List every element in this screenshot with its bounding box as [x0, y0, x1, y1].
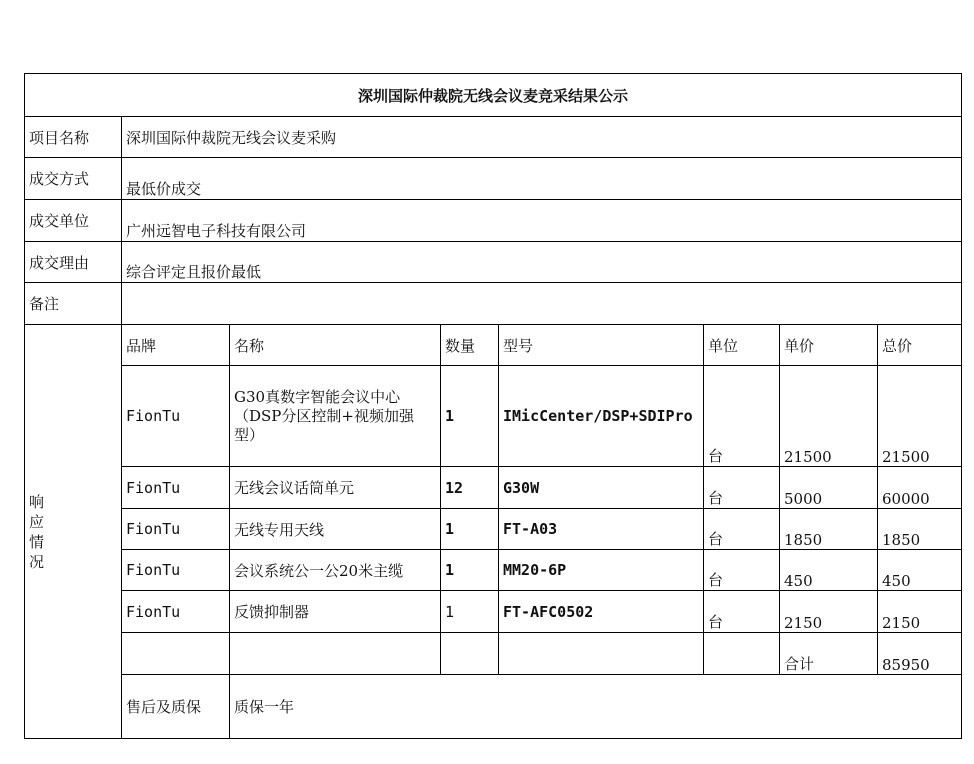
- info-row: [25, 200, 962, 242]
- info-row: [25, 283, 962, 325]
- item-model: G30W: [499, 467, 704, 509]
- sum-label: 合计: [780, 633, 878, 675]
- item-total-price: 21500: [878, 366, 962, 467]
- item-total-price: 450: [878, 550, 962, 591]
- item-unit-price: 1850: [780, 509, 878, 550]
- table-row: [25, 509, 962, 550]
- item-qty: 1: [441, 509, 499, 550]
- sum-value: 85950: [878, 633, 962, 675]
- item-total-price: 2150: [878, 591, 962, 633]
- empty-cell: [441, 633, 499, 675]
- item-brand: FionTu: [122, 550, 230, 591]
- response-char: 情: [29, 532, 45, 551]
- info-row: [25, 242, 962, 283]
- item-unit: 台: [704, 509, 780, 550]
- response-char: 应: [29, 512, 45, 531]
- info-row: [25, 158, 962, 200]
- item-name: 反馈抑制器: [230, 591, 441, 633]
- table-row: [25, 591, 962, 633]
- warranty-row: [25, 675, 962, 739]
- item-model: FT-A03: [499, 509, 704, 550]
- table-row: [25, 550, 962, 591]
- empty-cell: [704, 633, 780, 675]
- table-row: [25, 366, 962, 467]
- info-value: 广州远智电子科技有限公司: [122, 200, 962, 242]
- info-label: 成交方式: [25, 158, 122, 200]
- empty-cell: [499, 633, 704, 675]
- info-label: 备注: [25, 283, 122, 325]
- item-brand: FionTu: [122, 509, 230, 550]
- item-brand: FionTu: [122, 591, 230, 633]
- item-qty: 1: [441, 366, 499, 467]
- info-value: 最低价成交: [122, 158, 962, 200]
- item-brand: FionTu: [122, 366, 230, 467]
- header-total-price: 总价: [878, 325, 962, 366]
- table-row: [25, 467, 962, 509]
- item-unit: 台: [704, 366, 780, 467]
- item-total-price: 1850: [878, 509, 962, 550]
- item-model: MM20-6P: [499, 550, 704, 591]
- item-model: IMicCenter/DSP+SDIPro: [499, 366, 704, 467]
- info-label: 项目名称: [25, 117, 122, 158]
- response-char: 况: [29, 552, 45, 571]
- response-char: 响: [29, 492, 45, 511]
- item-unit-price: 21500: [780, 366, 878, 467]
- result-table: [24, 73, 962, 739]
- item-qty: 1: [441, 591, 499, 633]
- item-name: 无线专用天线: [230, 509, 441, 550]
- warranty-value: 质保一年: [230, 675, 962, 739]
- item-name: 会议系统公一公20米主缆: [230, 550, 441, 591]
- sum-row: [25, 633, 962, 675]
- item-unit-price: 450: [780, 550, 878, 591]
- response-label: [25, 325, 122, 739]
- header-brand: 品牌: [122, 325, 230, 366]
- info-value: 深圳国际仲裁院无线会议麦采购: [122, 117, 962, 158]
- empty-cell: [230, 633, 441, 675]
- item-unit: 台: [704, 550, 780, 591]
- item-name: G30真数字智能会议中心（DSP分区控制+视频加强型）: [230, 366, 441, 467]
- empty-cell: [122, 633, 230, 675]
- item-qty: 12: [441, 467, 499, 509]
- header-unit: 单位: [704, 325, 780, 366]
- item-total-price: 60000: [878, 467, 962, 509]
- item-unit-price: 2150: [780, 591, 878, 633]
- header-name: 名称: [230, 325, 441, 366]
- header-model: 型号: [499, 325, 704, 366]
- item-unit: 台: [704, 591, 780, 633]
- info-label: 成交单位: [25, 200, 122, 242]
- item-unit-price: 5000: [780, 467, 878, 509]
- item-qty: 1: [441, 550, 499, 591]
- page-title: 深圳国际仲裁院无线会议麦竞采结果公示: [25, 74, 962, 117]
- header-qty: 数量: [441, 325, 499, 366]
- item-brand: FionTu: [122, 467, 230, 509]
- item-unit: 台: [704, 467, 780, 509]
- info-label: 成交理由: [25, 242, 122, 283]
- items-header-row: [25, 325, 962, 366]
- warranty-label: 售后及质保: [122, 675, 230, 739]
- item-name: 无线会议话筒单元: [230, 467, 441, 509]
- info-row: [25, 117, 962, 158]
- item-model: FT-AFC0502: [499, 591, 704, 633]
- info-value: 综合评定且报价最低: [122, 242, 962, 283]
- header-unit-price: 单价: [780, 325, 878, 366]
- info-value: [122, 283, 962, 325]
